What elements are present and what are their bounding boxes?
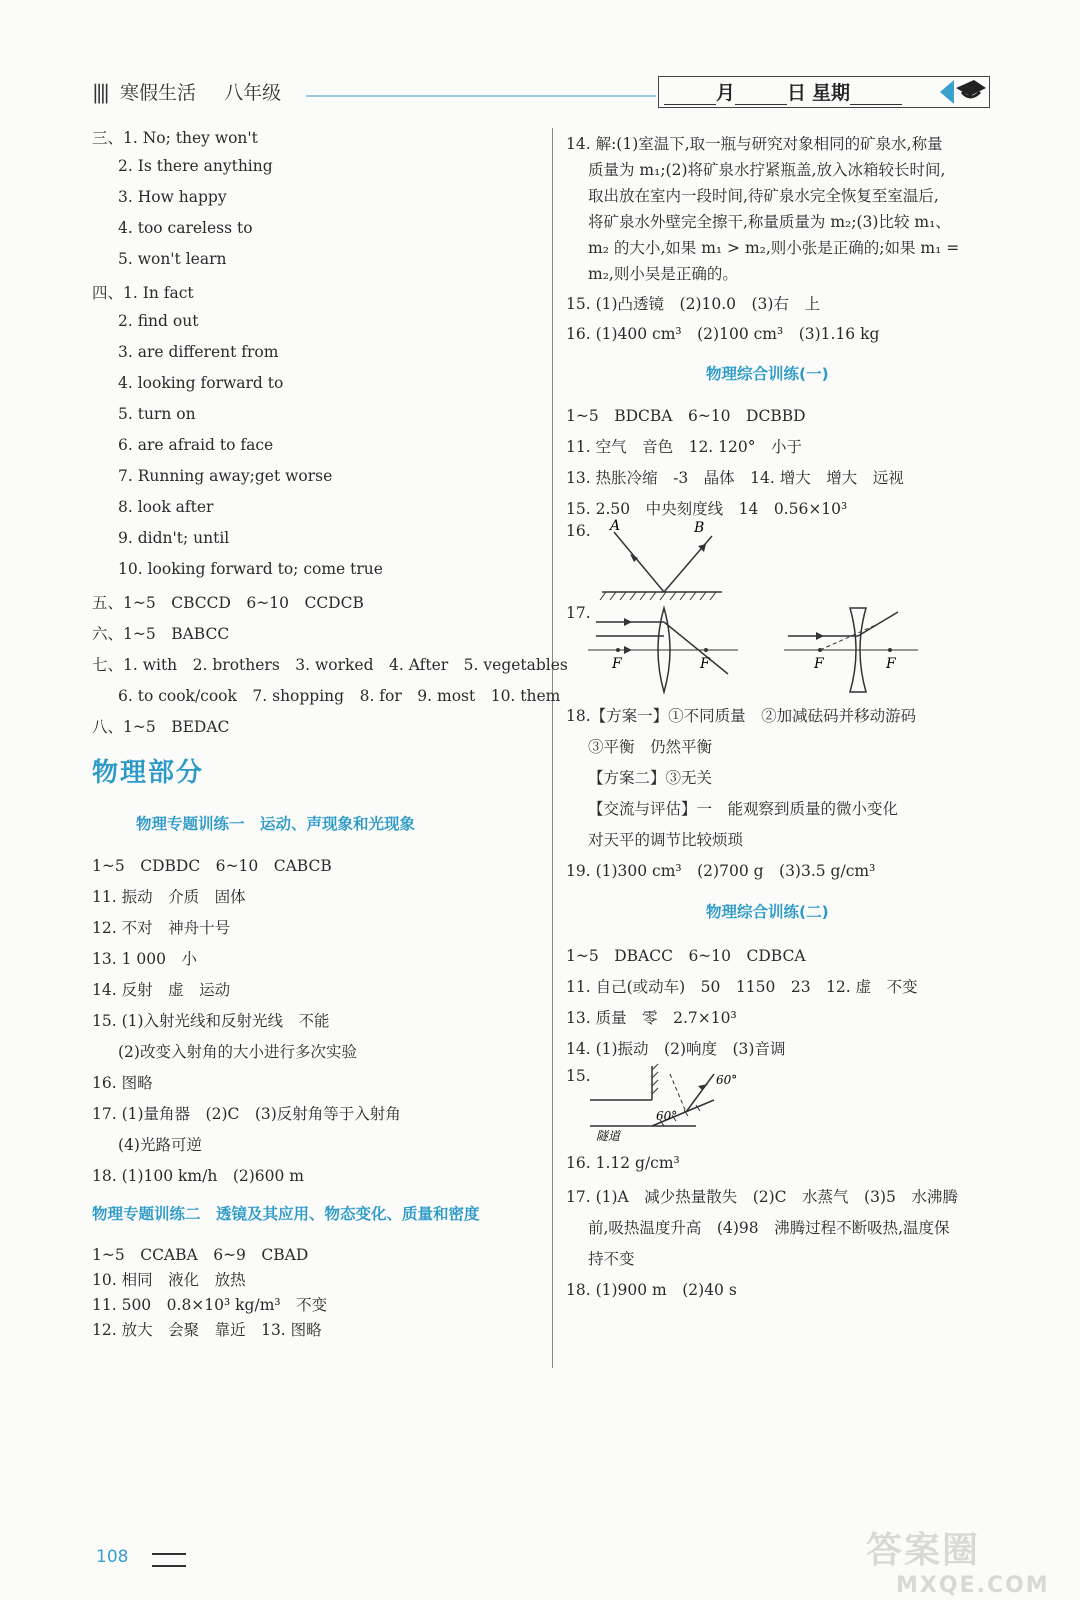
page-header xyxy=(0,0,1080,120)
answer-line: 1~5 CCABA 6~9 CBAD xyxy=(92,1246,309,1264)
answer-line: 八、1~5 BEDAC xyxy=(92,718,230,736)
page-number-text: 108 xyxy=(96,1547,129,1567)
answer-line: 18.【方案一】①不同质量 ②加减砝码并移动游码 xyxy=(566,707,917,725)
month-blank xyxy=(664,86,716,105)
answer-line: 将矿泉水外壁完全擦干,称量质量为 m₂;(3)比较 m₁、 xyxy=(588,213,951,231)
answer-line: 3. How happy xyxy=(118,188,227,206)
section-title: 物理部分 xyxy=(92,758,205,788)
unit-title: 物理专题训练二 透镜及其应用、物态变化、质量和密度 xyxy=(92,1205,480,1223)
answer-line: 16. 1.12 g/cm³ xyxy=(566,1154,680,1172)
answer-line: 5. won't learn xyxy=(118,250,227,268)
answer-line: 18. (1)900 m (2)40 s xyxy=(566,1281,737,1299)
grade-label: 八年级 xyxy=(224,82,282,104)
answer-line: 1~5 BDCBA 6~10 DCBBD xyxy=(566,407,806,425)
unit-title: 物理综合训练(一) xyxy=(706,365,829,383)
answer-line: ③平衡 仍然平衡 xyxy=(588,738,713,756)
answer-line: 10. 相同 液化 放热 xyxy=(92,1271,246,1289)
angle-label: 60° xyxy=(656,1109,678,1123)
answer-line: 15. (1)凸透镜 (2)10.0 (3)右 上 xyxy=(566,295,820,313)
ray-label-b: B xyxy=(694,520,705,536)
answer-line: 【方案二】③无关 xyxy=(588,769,713,787)
answer-line: 17. (1)A 减少热量散失 (2)C 水蒸气 (3)5 水沸腾 xyxy=(566,1188,958,1206)
header-divider xyxy=(306,95,656,97)
watermark-url: MXQE.COM xyxy=(896,1573,1050,1598)
answer-line: 11. 振动 介质 固体 xyxy=(92,888,246,906)
watermark-logo xyxy=(866,1522,1066,1598)
question-number: 16. xyxy=(566,522,591,540)
answer-line: 4. looking forward to xyxy=(118,374,284,392)
month-label: 月 xyxy=(716,82,736,104)
answer-line: (2)改变入射角的大小进行多次实验 xyxy=(118,1043,357,1061)
answer-line: 14. (1)振动 (2)响度 (3)音调 xyxy=(566,1040,786,1058)
answer-line: (4)光路可逆 xyxy=(118,1136,202,1154)
answer-line: 14. 反射 虚 运动 xyxy=(92,981,231,999)
answer-line: 9. didn't; until xyxy=(118,529,230,547)
reflection-diagram xyxy=(592,518,732,614)
focus-label: F xyxy=(886,656,896,672)
answer-line: 18. (1)100 km/h (2)600 m xyxy=(92,1167,305,1185)
answer-line: 17. (1)量角器 (2)C (3)反射角等于入射角 xyxy=(92,1105,401,1123)
answer-line: 8. look after xyxy=(118,498,214,516)
answer-line: 五、1~5 CBCCD 6~10 CCDCB xyxy=(92,594,364,612)
answer-line: 14. 解:(1)室温下,取一瓶与研究对象相同的矿泉水,称量 xyxy=(566,135,943,153)
answer-line: 三、1. No; they won't xyxy=(92,129,258,147)
book-name: 寒假生活 xyxy=(120,82,197,104)
answer-line: 6. are afraid to face xyxy=(118,436,274,454)
footer-rule xyxy=(152,1553,186,1567)
page-number xyxy=(96,1547,128,1567)
focus-label: F xyxy=(814,656,824,672)
answer-line: 2. Is there anything xyxy=(118,157,273,175)
watermark-text: 答案圈 xyxy=(866,1530,981,1571)
question-number: 15. xyxy=(566,1067,591,1085)
answer-line: 持不变 xyxy=(588,1250,635,1268)
answer-line: 13. 1 000 小 xyxy=(92,950,197,968)
answer-line: 11. 空气 音色 12. 120° 小于 xyxy=(566,438,802,456)
answer-line: 七、1. with 2. brothers 3. worked 4. After 5. vegetables xyxy=(92,656,568,674)
answer-line: 5. turn on xyxy=(118,405,196,423)
answer-line: 16. (1)400 cm³ (2)100 cm³ (3)1.16 kg xyxy=(566,325,880,343)
answer-line: 质量为 m₁;(2)将矿泉水拧紧瓶盖,放入冰箱较长时间, xyxy=(588,161,946,179)
answer-line: 4. too careless to xyxy=(118,219,253,237)
weekday-blank xyxy=(850,86,902,105)
answer-line: 11. 500 0.8×10³ kg/m³ 不变 xyxy=(92,1296,328,1314)
angle-label: 60° xyxy=(716,1073,738,1087)
answer-line: 16. 图略 xyxy=(92,1074,153,1092)
answer-line: 19. (1)300 cm³ (2)700 g (3)3.5 g/cm³ xyxy=(566,862,876,880)
answer-line: m₂ 的大小,如果 m₁ > m₂,则小张是正确的;如果 m₁ = xyxy=(588,239,960,257)
tunnel-label: 隧道 xyxy=(596,1129,621,1142)
column-divider xyxy=(552,128,553,1368)
answer-line: 13. 质量 零 2.7×10³ xyxy=(566,1009,737,1027)
answer-line: 六、1~5 BABCC xyxy=(92,625,230,643)
answer-line: m₂,则小吴是正确的。 xyxy=(588,265,738,283)
answer-line: 12. 放大 会聚 靠近 13. 图略 xyxy=(92,1321,322,1339)
header-title xyxy=(120,78,281,105)
answer-line: 取出放在室内一段时间,待矿泉水完全恢复至室温后, xyxy=(588,187,939,205)
focus-label: F xyxy=(700,656,710,672)
answer-line: 对天平的调节比较烦琐 xyxy=(588,831,744,849)
ray-label-a: A xyxy=(610,518,621,534)
answer-line: 【交流与评估】一 能观察到质量的微小变化 xyxy=(588,800,899,818)
stripes-icon: |||| xyxy=(92,80,107,104)
answer-line: 前,吸热温度升高 (4)98 沸腾过程不断吸热,温度保 xyxy=(588,1219,950,1237)
lens-diagrams xyxy=(588,602,968,698)
answer-line: 四、1. In fact xyxy=(92,284,194,302)
answer-line: 10. looking forward to; come true xyxy=(118,560,383,578)
answer-line: 11. 自己(或动车) 50 1150 23 12. 虚 不变 xyxy=(566,978,918,996)
tunnel-mirror-diagram xyxy=(586,1062,756,1142)
question-number: 17. xyxy=(566,604,591,622)
answer-line: 13. 热胀冷缩 -3 晶体 14. 增大 增大 远视 xyxy=(566,469,904,487)
answer-line: 3. are different from xyxy=(118,343,279,361)
unit-title: 物理综合训练(二) xyxy=(706,903,829,921)
answer-line: 7. Running away;get worse xyxy=(118,467,333,485)
answer-line: 1~5 DBACC 6~10 CDBCA xyxy=(566,947,806,965)
answer-line: 1~5 CDBDC 6~10 CABCB xyxy=(92,857,332,875)
date-fields xyxy=(664,78,902,105)
day-blank xyxy=(735,86,787,105)
answer-line: 12. 不对 神舟十号 xyxy=(92,919,231,937)
answer-line: 15. (1)入射光线和反射光线 不能 xyxy=(92,1012,330,1030)
weekday-label: 星期 xyxy=(812,82,851,104)
answer-line: 6. to cook/cook 7. shopping 8. for 9. most 10. them xyxy=(118,687,561,705)
answer-line: 15. 2.50 中央刻度线 14 0.56×10³ xyxy=(566,500,848,518)
focus-label: F xyxy=(612,656,622,672)
graduation-cap-icon xyxy=(940,78,988,112)
answer-line: 2. find out xyxy=(118,312,199,330)
day-label: 日 xyxy=(787,82,807,104)
unit-title: 物理专题训练一 运动、声现象和光现象 xyxy=(136,815,416,833)
